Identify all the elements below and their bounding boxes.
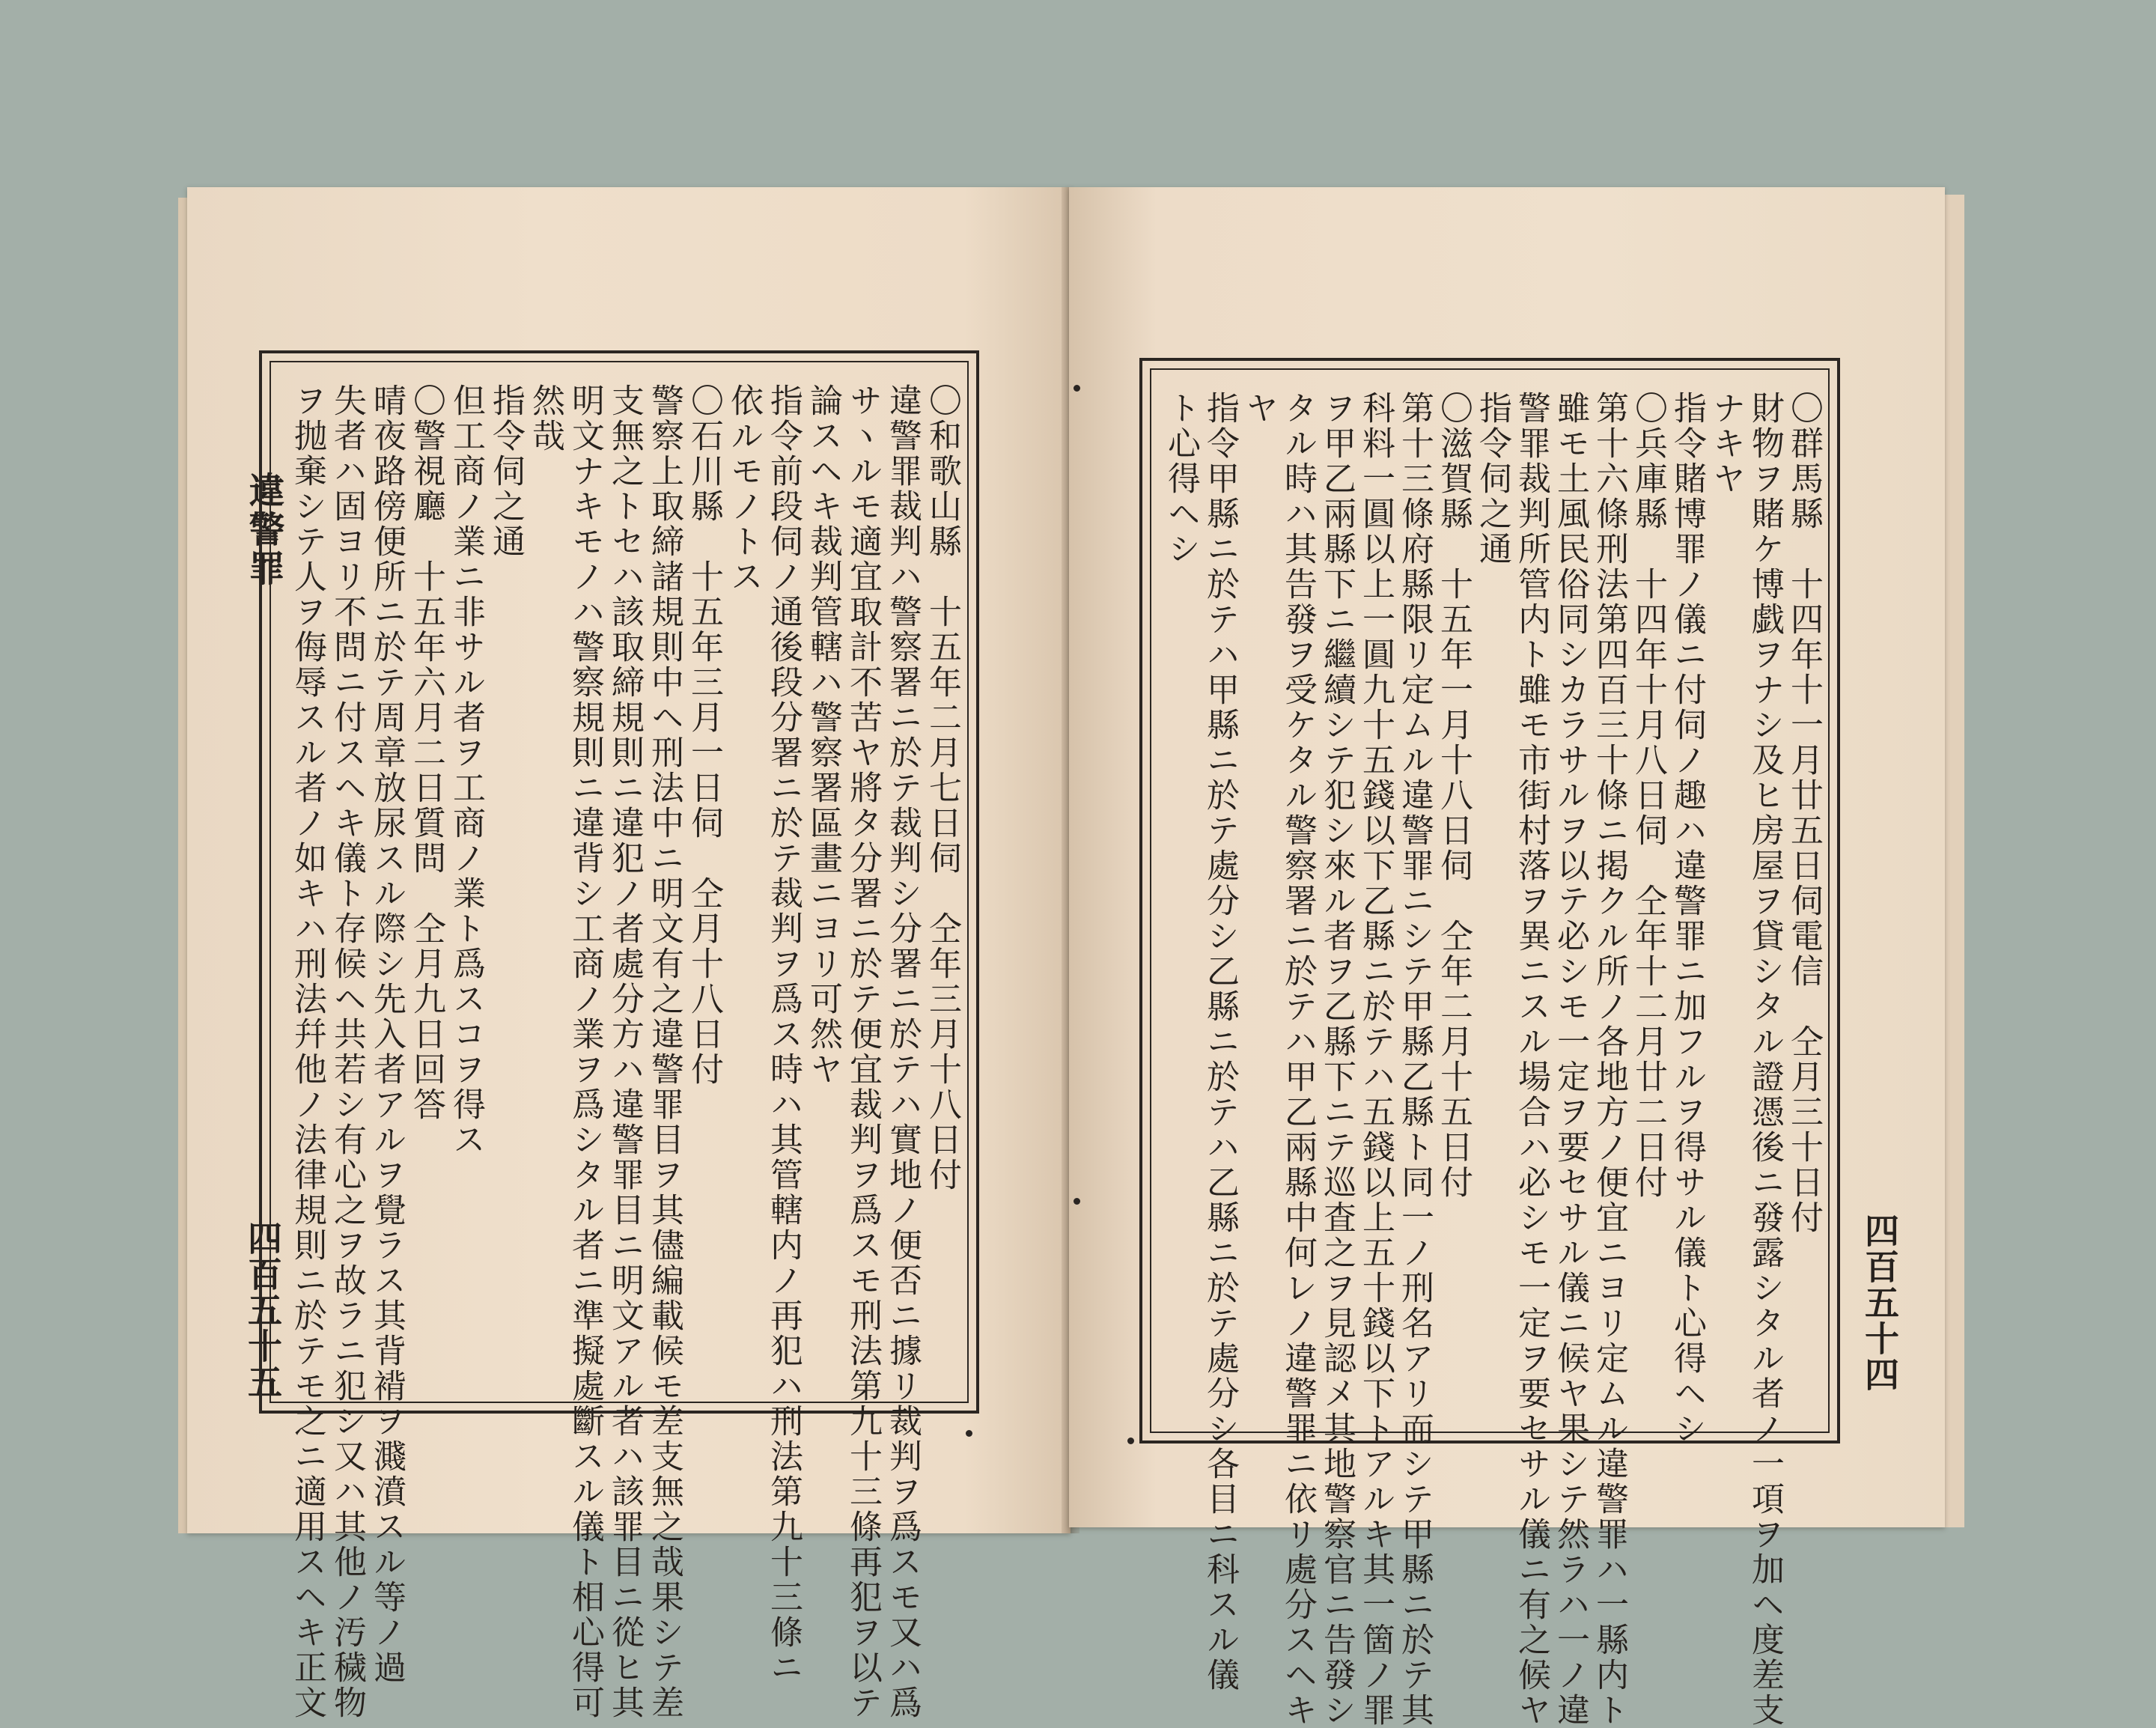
- text-column: 警罪裁判所管内ト雖モ市街村落ヲ異ニスル場合ハ必シモ一定ヲ要セサル儀ニ有之候ヤ: [1512, 391, 1550, 1728]
- text-column: 晴夜路傍便所ニ於テ周章放尿スル際シ先入者アルヲ覺ラス其背褙ヲ濺濆スル等ノ過: [368, 383, 406, 1685]
- text-column: ナキヤ: [1707, 391, 1745, 496]
- text-column: 然哉: [526, 383, 564, 454]
- text-column: 依ルモノトス: [725, 383, 763, 594]
- page-stack-edge-right: [1942, 195, 1964, 1527]
- text-column: 財物ヲ賭ケ博戯ヲナシ及ヒ房屋ヲ貸シタル證憑後ニ發露シタル者ノ一項ヲ加ヘ度差支: [1746, 391, 1784, 1728]
- text-column: 科料一圓以上一圓九十五錢以下乙縣ニ於テハ五錢以上五十錢以下トアルキ其一箇ノ罪: [1356, 391, 1395, 1728]
- text-column: 失者ハ固ヨリ不問ニ付スヘキ儀ト存候ヘ共若シ有心之ヲ故ラニ犯シ又ハ其他ノ汚穢物: [328, 383, 366, 1721]
- text-frame-left: [259, 350, 979, 1721]
- text-frame-right: [1139, 358, 1840, 1728]
- left-page: [187, 187, 1071, 1721]
- text-column: 〇警視廳 十五年六月二日質問 仝月九日回答: [407, 383, 445, 1122]
- text-column: 指令伺之通: [487, 383, 525, 559]
- text-column: 〇石川縣 十五年三月一日伺 仝月十八日付: [685, 383, 723, 1087]
- text-column: 指令伺之通: [1473, 391, 1511, 567]
- binding-hole: [1127, 1438, 1134, 1444]
- text-column: 指令前段伺ノ通後段分署ニ於テ裁判ヲ爲ス時ハ其管轄内ノ再犯ハ刑法第九十三條ニ: [764, 383, 803, 1685]
- text-column: 第十三條府縣限リ定ムル違警罪ニシテ甲縣乙縣ト同一ノ刑名アリ而シテ甲縣ニ於テ其: [1395, 391, 1434, 1728]
- text-column: 第十六條刑法第四百三十條ニ掲クル所ノ各地方ノ便宜ニヨリ定ムル違警罪ハ一縣内ト: [1590, 391, 1628, 1728]
- text-column: 〇和歌山縣 十五年二月七日伺 仝年三月十八日付: [923, 383, 961, 1193]
- text-columns-right: [1157, 391, 1823, 1728]
- text-columns-left: [277, 383, 961, 1721]
- right-page: [1069, 187, 1945, 1728]
- book-spread: [178, 187, 1975, 1728]
- text-column: 論スヘキ裁判管轄ハ警察署區畫ニヨリ可然ヤ: [804, 383, 842, 1087]
- text-column: ト心得ヘシ: [1162, 391, 1200, 567]
- text-column: 但工商ノ業ニ非サル者ヲ工商ノ業ト爲スコヲ得ス: [447, 383, 485, 1157]
- text-column: 支無之トセハ該取締規則ニ違犯ノ者處分方ハ違警罪目ニ明文アル者ハ該罪目ニ從ヒ其: [606, 383, 644, 1721]
- text-column: タル時ハ其告發ヲ受ケタル警察署ニ於テハ甲乙兩縣中何レノ違警罪ニ依リ處分スヘキ: [1279, 391, 1317, 1728]
- binding-hole: [1074, 385, 1080, 392]
- text-column: ヲ甲乙兩縣下ニ繼續シテ犯シ來ル者ヲ乙縣下ニテ巡査之ヲ見認メ其地警察官ニ告發シ: [1318, 391, 1356, 1728]
- binding-hole: [966, 1430, 972, 1437]
- text-column: 〇兵庫縣 十四年十月八日伺 仝年十二月廿二日付: [1629, 391, 1667, 1200]
- text-column: 警察上取締諸規則中ヘ刑法中ニ明文有之違警罪目ヲ其儘編載候モ差支無之哉果シテ差: [645, 383, 683, 1721]
- text-column: ヤ: [1240, 391, 1278, 426]
- binding-hole: [1074, 1198, 1080, 1205]
- text-column: 〇滋賀縣 十五年一月十八日伺 仝年二月十五日付: [1434, 391, 1473, 1200]
- page-number-left: 四百五十五: [243, 1220, 283, 1400]
- text-column: 指令甲縣ニ於テハ甲縣ニ於テ處分シ乙縣ニ於テハ乙縣ニ於テ處分シ各目ニ科スル儀: [1201, 391, 1239, 1693]
- running-head: 違警罪: [243, 472, 284, 588]
- text-column: 明文ナキモノハ警察規則ニ違背シ工商ノ業ヲ爲シタル者ニ準擬處斷スル儀ト相心得可: [566, 383, 604, 1721]
- text-column: 雖モ土風民俗同シカラサルヲ以テ必シモ一定ヲ要セサル儀ニ候ヤ果シテ然ラハ一ノ違: [1551, 391, 1589, 1728]
- text-column: 違警罪裁判ハ警察署ニ於テ裁判シ分署ニ於テハ實地ノ便否ニ據リ裁判ヲ爲スモ又ハ爲: [883, 383, 922, 1721]
- text-column: サヽルモ適宜取計不苦ヤ將タ分署ニ於テ便宜裁判ヲ爲スモ刑法第九十三條再犯ヲ以テ: [844, 383, 882, 1721]
- text-column: ヲ抛棄シテ人ヲ侮辱スル者ノ如キハ刑法幷他ノ法律規則ニ於テモ之ニ適用スヘキ正文: [288, 383, 326, 1721]
- text-column: 指令賭博罪ノ儀ニ付伺ノ趣ハ違警罪ニ加フルヲ得サル儀ト心得ヘシ: [1668, 391, 1706, 1446]
- page-number-right: 四百五十四: [1860, 1213, 1900, 1393]
- text-column: 〇群馬縣 十四年十一月廿五日伺電信 仝月三十日付: [1785, 391, 1823, 1235]
